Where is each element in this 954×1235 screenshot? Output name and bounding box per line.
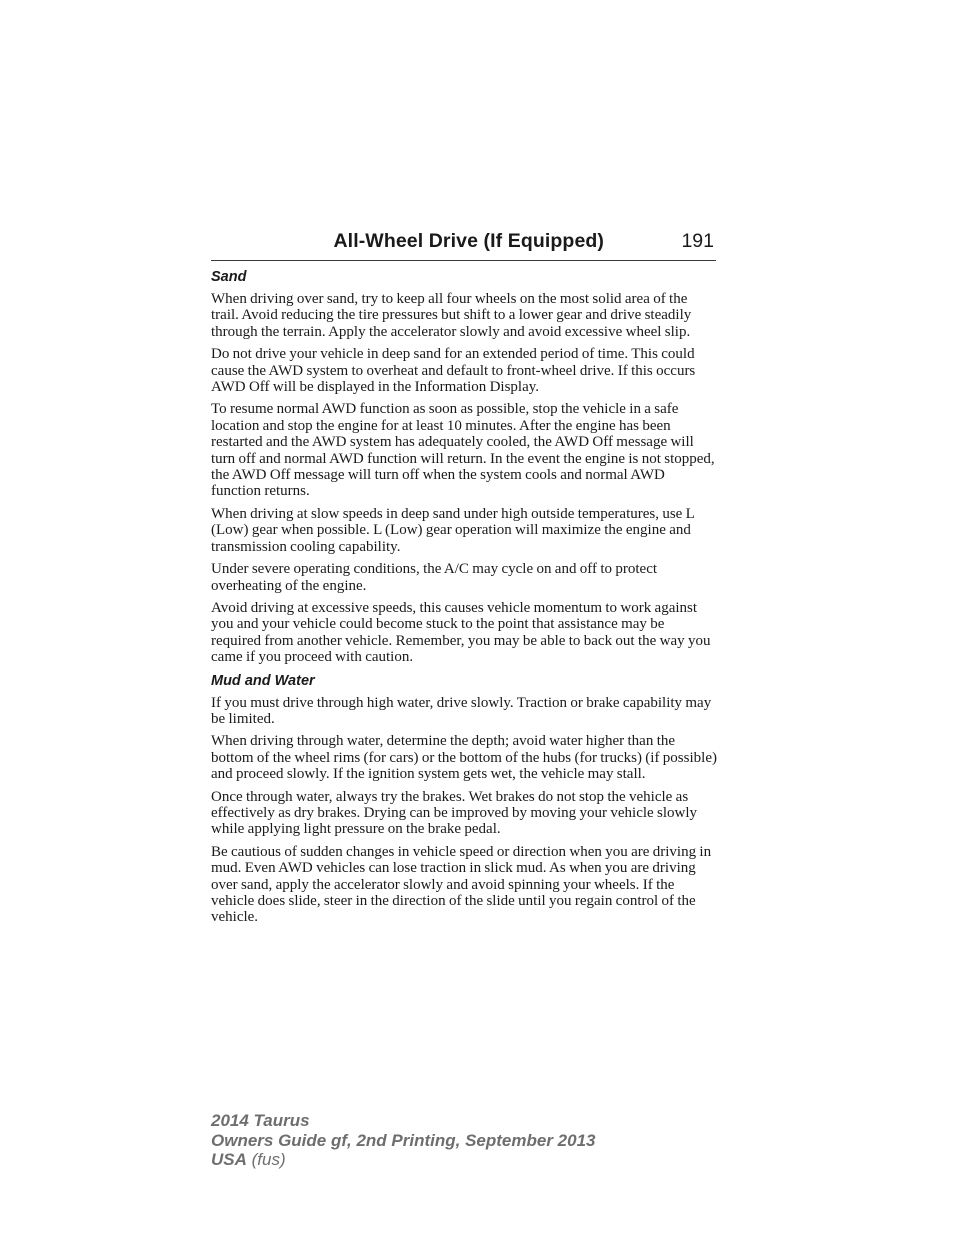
mud-water-paragraph: If you must drive through high water, drive slowly. Traction or brake capability may be limited. — [211, 694, 712, 727]
sand-paragraph: When driving over sand, try to keep all four wheels on the most solid area of the trail. Avoid reducing the tire pressures but shift to a lower gear and drive steadily through the terrain. Apply the accelerator slowly and avoid excessive wheel slip. — [211, 291, 692, 340]
chapter-title: All-Wheel Drive (If Equipped) — [333, 230, 604, 252]
section-heading-mud-and-water: Mud and Water — [211, 672, 315, 689]
page-header — [211, 228, 716, 261]
sand-paragraph: Avoid driving at excessive speeds, this causes vehicle momentum to work against you and your vehicle could become stuck to the point that assistance may be required from another vehicle. Remember, you may be able to back out the way you came if you proceed with caution. — [211, 599, 711, 666]
mud-water-paragraph: Once through water, always try the brakes. Wet brakes do not stop the vehicle as effectively as dry brakes. Drying can be improved by moving your vehicle slowly while applying light pressure on the brake pedal. — [211, 788, 698, 838]
sand-paragraph: To resume normal AWD function as soon as possible, stop the vehicle in a safe location and stop the engine for at least 10 minutes. After the engine has been restarted and the AWD system has adequately cooled, the AWD Off message will turn off and normal AWD function will return. In the event the engine is not stopped, the AWD Off message will turn off when the system cools and normal AWD function returns. — [211, 401, 715, 500]
sand-paragraph: Under severe operating conditions, the A/C may cycle on and off to protect overheating of the engine. — [211, 561, 658, 594]
sand-paragraph: When driving at slow speeds in deep sand under high outside temperatures, use L (Low) gear when possible. L (Low) gear operation will maximize the engine and transmission cooling capability. — [211, 505, 695, 555]
page-number: 191 — [681, 230, 714, 252]
section-heading-sand: Sand — [211, 269, 247, 285]
page-footer — [211, 1111, 595, 1170]
footer-region-code: (fus) — [251, 1150, 286, 1169]
footer-region-line — [211, 1150, 595, 1170]
mud-water-paragraph: When driving through water, determine the depth; avoid water higher than the bottom of the wheel rims (for cars) or the bottom of the hubs (for trucks) (if possible) and proceed slowly. If the ignition system gets wet, the vehicle may stall. — [211, 733, 717, 783]
footer-guide: Owners Guide gf, 2nd Printing, September 2013 — [211, 1130, 596, 1150]
mud-water-paragraph: Be cautious of sudden changes in vehicle speed or direction when you are driving in mud. Even AWD vehicles can lose traction in slick mud. As when you are driving over sand, apply the accelerator slowly and avoid spinning your wheels. If the vehicle does slide, steer in the direction of the slide until you regain control of the vehicle. — [211, 843, 712, 926]
page-body — [211, 268, 717, 932]
sand-paragraph: Do not drive your vehicle in deep sand for an extended period of time. This could cause the AWD system to overheat and default to front-wheel drive. If this occurs AWD Off will be displayed in the Information Display. — [211, 346, 696, 396]
footer-model: 2014 Taurus — [211, 1111, 310, 1130]
footer-region: USA — [211, 1150, 247, 1169]
